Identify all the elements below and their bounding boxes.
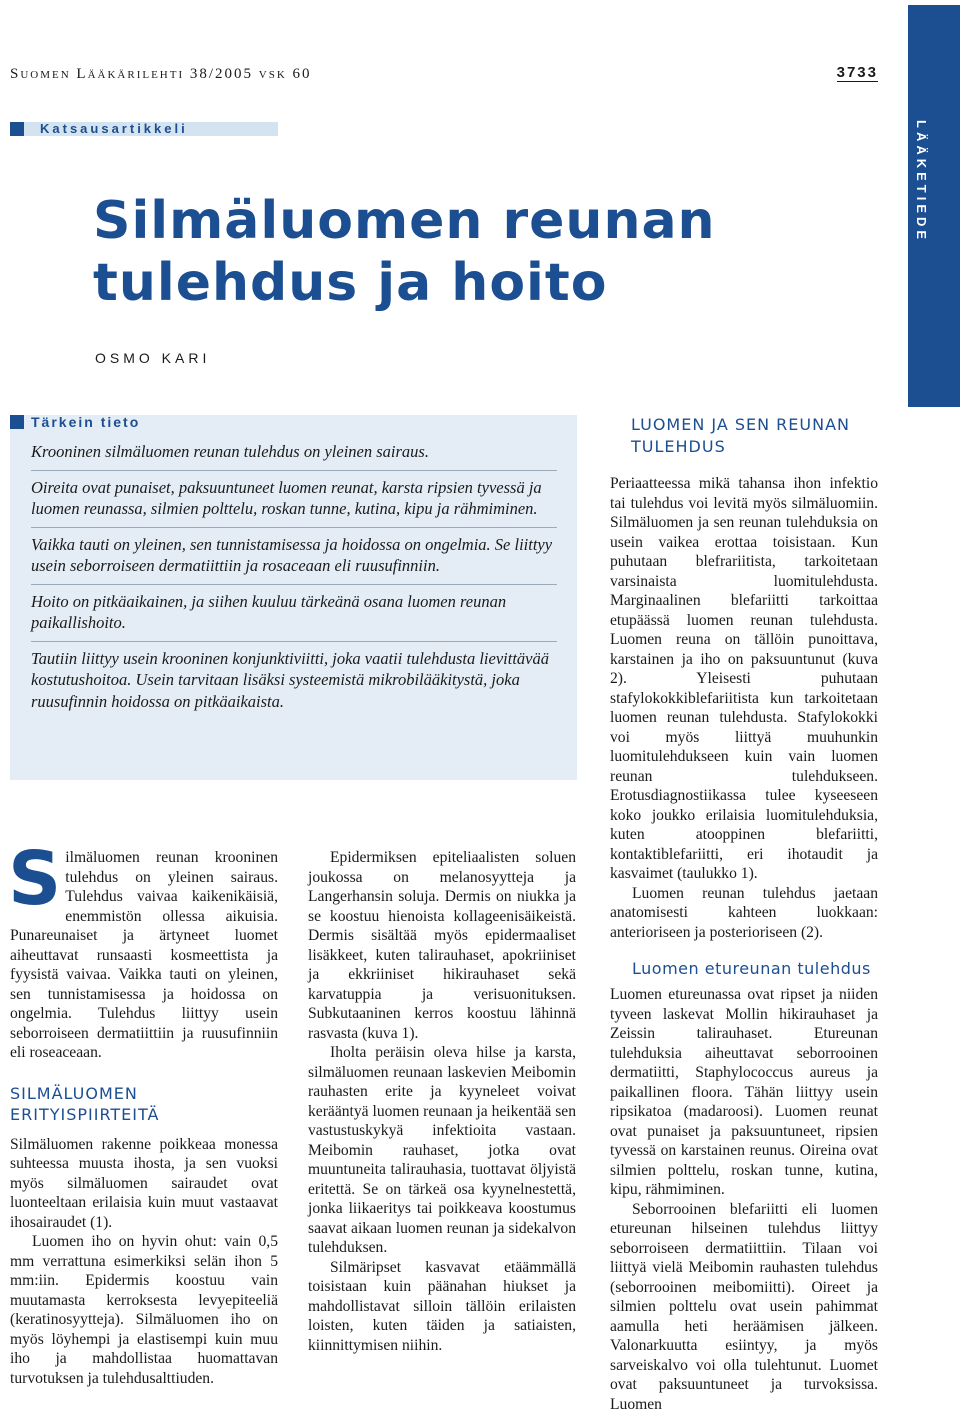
- body-paragraph: Silmäripset kasvavat etäämmällä toisistaan kuin päänahan hiukset ja mahdollistavat silloin tällöin erilaisten loisten, kuten täiden ja satiaisten, kiinnittymisen niihin.: [308, 1258, 576, 1356]
- running-head: Suomen Lääkärilehti 38/2005 vsk 60: [10, 66, 312, 83]
- body-paragraph: Periaatteessa mikä tahansa ihon infektio tai tulehdus voi levitä myös silmäluomiin. Silmäluomen ja sen reunan tulehduksia on usein vaikea erottaa toisistaan. Kun puhutaan blefrariitista, tarkoitetaan varsinaista luomitulehdusta. Marginaalinen blefariitti tarkoittaa etupäässä luomen reunan tulehdusta. Luomen reuna on tällöin punoittava, karstainen ja iho on paksuuntunut (kuva 2). Yleisesti puhutaan stafylokokkiblefariitista kun tarkoitetaan luomen reunan tulehdusta. Stafylokokki voi myös liittyä muuhunkin luomitulehdukseen kuin vain luomen reunan tulehdukseen. Erotusdiagnostiikassa tulee kyseeseen koko joukko erilaisia luomitulehduksia, kuten atooppinen blefariitti, kontaktiblefariitti, eri ihotaudit ja kasvaimet (taulukko 1).: [610, 474, 878, 884]
- side-tab-label: LÄÄKETIEDE: [911, 120, 929, 243]
- body-paragraph: Epidermiksen epiteliaalisten soluen joukossa on melanosyytteja ja Langerhansin soluja. Dermis on niukka ja se koostuu hienoista kollageenisäikeistä. Dermis sisältää myös epidermaaliset lisäkkeet, kuten talirauhaset, apokriiniset ja ekkriiniset hikirauhaset sekä karvatuppia ja verisuonituksen. Subkutaaninen kerros koostuu lähinnä rasvasta (kuva 1).: [308, 848, 576, 1043]
- intro-paragraph: [10, 848, 278, 1063]
- body-paragraph: Luomen iho on hyvin ohut: vain 0,5 mm verrattuna esimerkiksi selän ihon 5 mm:iin. Epidermis koostuu vain muutamasta kerroksesta levyepiteeliä (keratinosyytteja). Silmäluomen iho on myös löyhempi ja elastisempi kuin muu iho ja mahdollistaa huomattavan turvotuksen ja tulehdusalttiuden.: [10, 1232, 278, 1388]
- section-heading: LUOMEN JA SEN REUNAN TULEHDUS: [631, 414, 891, 458]
- key-point: Oireita ovat punaiset, paksuuntuneet luomen reunat, karsta ripsien tyvessä ja luomen reunassa, silmien polttelu, roskan tunne, kutina, kipu ja rähmiminen.: [31, 471, 557, 528]
- key-points-title: Tärkein tieto: [31, 414, 140, 430]
- title-line-2: tulehdus ja hoito: [93, 253, 607, 313]
- body-paragraph: Iholta peräisin oleva hilse ja karsta, silmäluomen reunaan laskevien Meibomin rauhasten erite ja kyyneleet voivat kerääntyä luomen reunaan ja heikentää sen vastustuskykyä infektioita vastaan. Meibomin rauhaset, jotka ovat muuntuneita talirauhasia, tuottavat öljyistä eritettä. Se on tärkeä osa kyynelnestettä, jonka liikaeritys tai poikkeava koostumus saavat aikaan luomen reunan ja sidekalvon tulehduksen.: [308, 1043, 576, 1258]
- intro-text: ilmäluomen reunan krooninen tulehdus on yleinen sairaus. Tulehdus vaivaa kaikenikäisiä, enemmistön ollessa aikuisia. Punareunaiset ja ärtyneet luomet aiheuttavat runsaasti kosmeettista ja fyysistä vaivaa. Vaikka tauti on yleinen, sen tunnistamisessa ja hoidossa on ongelmia. Tulehdus liittyy usein seborroiseen dermatiittiin ja ruusufinniin eli roseaceaan.: [10, 849, 278, 1061]
- body-paragraph: Luomen etureunassa ovat ripset ja niiden tyveen laskevat Mollin hikirauhaset ja Zeissin talirauhaset. Etureunan tulehduksia aiheuttavat seborrooinen dermatiitti, Staphylococcus aureus ja paikallinen floora. Tähän liittyy usein ripsikatoa (madaroosi). Luomen reunat ovat punaiset ja paksuuntuneet, ripsien tyvessä on karstainen reunus. Oireina ovat silmien polttelu, roskan tunne, kutina, kipu, rähmiminen.: [610, 985, 878, 1200]
- subheading-anatomy: SILMÄLUOMEN ERITYISPIIRTEITÄ: [10, 1083, 278, 1125]
- key-points-list: [31, 441, 557, 719]
- column-1: [10, 848, 278, 1388]
- body-paragraph: Seborrooinen blefariitti eli luomen etureunan hilseinen tulehdus liittyy seborroiseen dermatiittiin. Tilaan voi liittyä vielä Meibomin rauhasten tulehdus (seborrooinen meibomiitti). Oireet ja silmien polttelu ovat usein pahimmat aamulla heti heräämisen jälkeen. Valonarkuutta esiintyy, ja myös sarveiskalvo voi olla tulehtunut. Luomet ovat paksuuntuneet ja turvoksissa. Luomen: [610, 1200, 878, 1414]
- body-paragraph: Silmäluomen rakenne poikkeaa monessa suhteessa muusta ihosta, ja sen vuoksi myös silmäluomen sairaudet ovat luonteeltaan erilaisia kuin muut vastaavat ihosairaudet (1).: [10, 1135, 278, 1233]
- page-number: 3733: [837, 64, 878, 82]
- drop-cap: S: [8, 848, 61, 910]
- subheading-anterior: Luomen etureunan tulehdus: [632, 958, 878, 979]
- key-point: Krooninen silmäluomen reunan tulehdus on yleinen sairaus.: [31, 441, 557, 471]
- author: OSMO KARI: [95, 350, 210, 366]
- column-3: [610, 474, 878, 1414]
- body-paragraph: Luomen reunan tulehdus jaetaan anatomisesti kahteen luokkaan: anterioriseen ja posterioriseen (2).: [610, 884, 878, 943]
- article-title: [93, 190, 893, 314]
- title-line-1: Silmäluomen reunan: [93, 191, 716, 251]
- section-square-icon: [10, 122, 24, 136]
- key-points-square-icon: [10, 415, 24, 429]
- column-2: [308, 848, 576, 1355]
- section-label: Katsausartikkeli: [40, 121, 188, 136]
- key-point: Hoito on pitkäaikainen, ja siihen kuuluu tärkeänä osana luomen reunan paikallishoito.: [31, 585, 557, 642]
- key-point: Vaikka tauti on yleinen, sen tunnistamisessa ja hoidossa on ongelmia. Se liittyy usein seborroiseen dermatiittiin ja rosaceaan eli ruusufinniin.: [31, 528, 557, 585]
- key-point: Tautiin liittyy usein krooninen konjunktiviitti, joka vaatii tulehdusta lievittävää kostutushoitoa. Usein tarvitaan lisäksi systeemistä mikrobilääkitystä, joka ruusufinnin hoidossa on pitkäaikaista.: [31, 642, 557, 720]
